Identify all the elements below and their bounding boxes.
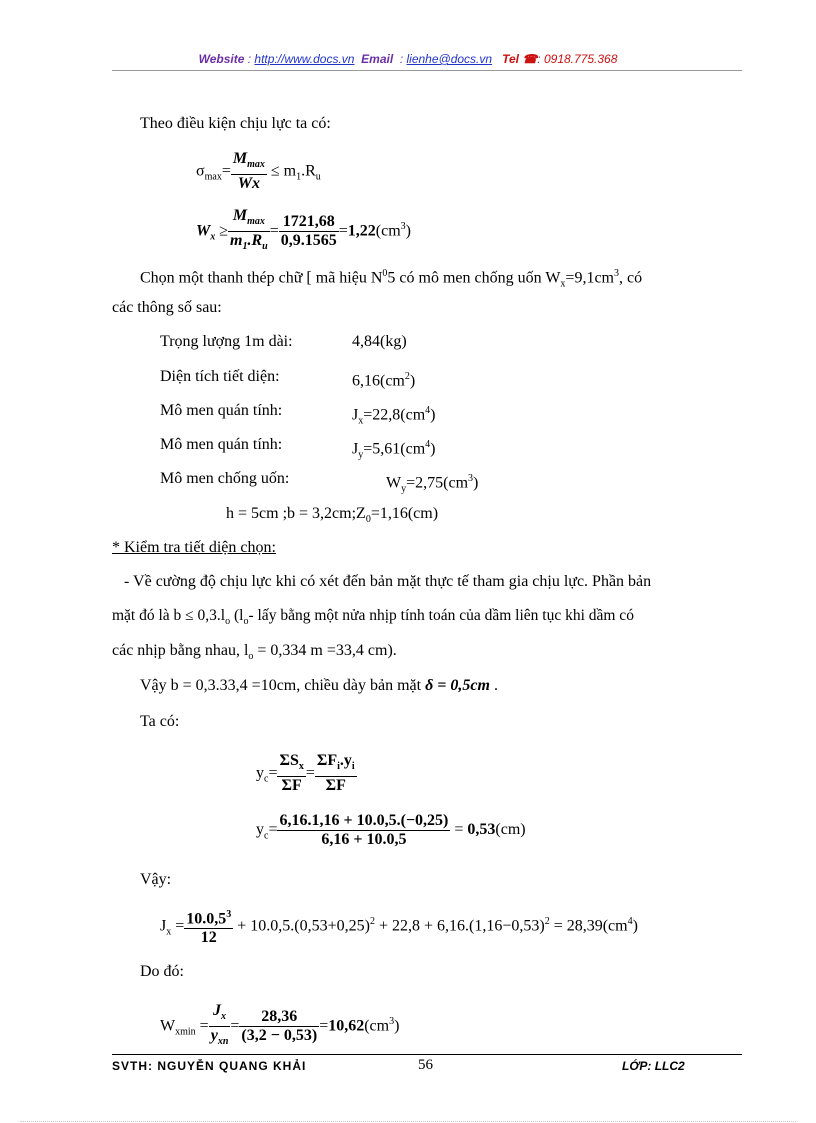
footer-class: LỚP: LLC2 <box>622 1059 685 1073</box>
tel-number: 0918.775.368 <box>543 52 618 66</box>
website-link[interactable]: http://www.docs.vn <box>254 52 355 66</box>
param-value: 4,84(kg) <box>352 333 407 350</box>
param-value: $J_x=22,8(cm^4)$ <box>352 405 436 427</box>
intro-text: Theo điều kiện chịu lực ta có: <box>140 115 331 132</box>
equation-yc-general: $y_c=$ $\frac{\Sigma S_x}{\Sigma F}$ = $\frac{\Sigma F_i.y_i}{\Sigma F}$ <box>256 752 355 795</box>
equation-wxmin: $W_{xmin}$ = $\frac{J_x}{y_{xn}}$ = $\frac{28,36}{(3,2 - 0,53)}$ $=10,62(cm^3)$ <box>160 1002 400 1048</box>
paragraph-thickness: Vậy b = 0,3.33,4 =10cm, chiều dày bản mặt δ = 0,5cm . <box>140 677 498 694</box>
page-bottom-border <box>20 1121 796 1122</box>
section-title: * Kiểm tra tiết diện chọn: <box>112 539 276 556</box>
phone-icon: ☎ <box>522 52 538 66</box>
dodo-text: Do đó: <box>140 963 184 980</box>
taco-text: Ta có: <box>140 713 180 730</box>
param-label: Diện tích tiết diện: <box>160 368 280 385</box>
page-header: Website : http://www.docs.vn Email : lienhe@docs.vn Tel ☎: 0918.775.368 <box>198 52 618 66</box>
footer-divider <box>112 1054 742 1055</box>
param-value: $6,16(cm^2)$ <box>352 371 416 390</box>
page-number: 56 <box>418 1057 433 1073</box>
email-link[interactable]: lienhe@docs.vn <box>406 52 493 66</box>
email-label: Email <box>361 52 394 66</box>
param-label: Mô men quán tính: <box>160 436 283 453</box>
param-label: Mô men chống uốn: <box>160 470 290 487</box>
equation-wx: $W_x$ ≥ $\frac{M_{max}}{m_1.R_u}$ = $\frac{1721,68}{0,9.1565}$ $=1,22(cm^3)$ <box>196 207 411 253</box>
vay-text: Vậy: <box>140 871 172 888</box>
param-value: $W_y=2,75(cm^3)$ <box>386 473 479 495</box>
param-label: Mô men quán tính: <box>160 402 283 419</box>
tel-label: Tel <box>502 52 519 66</box>
paragraph-strength-line3: các nhịp bằng nhau, $l_o = 0,334$ m =33,4 cm). <box>112 642 397 663</box>
paragraph-strength-line2: mặt đó là $b \le 0,3.l_o$ ($l_o-$ lấy bằng một nửa nhịp tính toán của dầm liên tục khi dầm có <box>112 607 634 628</box>
dimensions-text: h = 5cm ;b = $3,2cm;Z_0=1,16(cm)$ <box>226 505 439 526</box>
param-value: $J_y=5,61(cm^4)$ <box>352 439 436 461</box>
equation-jx: $J_x$ = $\frac{10.0,5^3}{12}$ + $10.0,5.(0,53+0,25)^2 + 22,8 + 6,16.(1,16-0,53)^2 = 28,39(cm^4)$ <box>160 906 638 947</box>
equation-yc-value: $y_c=$ $\frac{6,16.1,16 + 10.0,5.(-0,25)}{6,16 + 10.0,5}$ = 0,53(cm) <box>256 812 526 848</box>
param-label: Trọng lượng 1m dài: <box>160 333 293 350</box>
website-label: Website <box>198 52 245 66</box>
header-divider <box>112 70 742 71</box>
footer-author: SVTH: NGUYỄN QUANG KHẢI <box>112 1059 307 1073</box>
paragraph-strength-line1: - Về cường độ chịu lực khi có xét đến bản mặt thực tế tham gia chịu lực. Phần bản <box>124 573 652 590</box>
paragraph-select-steel: Chọn một thanh thép chữ [ mã hiệu $N^05$ có mô men chống uốn $W_x=9,1cm^3$, có <box>140 268 643 290</box>
paragraph-select-steel-line2: các thông số sau: <box>112 299 222 316</box>
equation-sigma: $\sigma_{max}=$ $\frac{M_{max}}{Wx}$ ≤ $m_1.R_u$ <box>196 150 321 193</box>
